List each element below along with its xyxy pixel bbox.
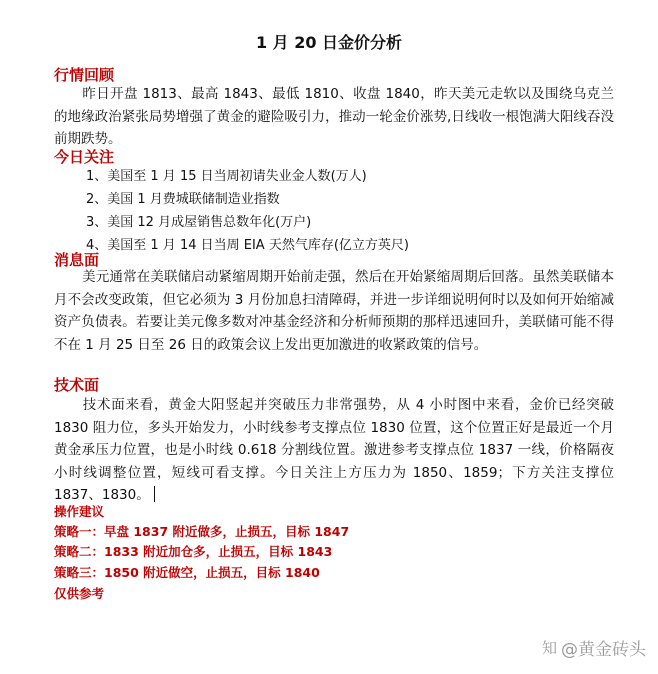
zhihu-logo-icon: 知	[541, 639, 557, 657]
section-heading-news: 消息面	[54, 251, 100, 269]
news-paragraph	[54, 266, 614, 356]
text-cursor	[154, 486, 156, 502]
review-text: 昨日开盘 1813、最高 1843、最低 1810、收盘 1840，昨天美元走软以及围绕乌克兰的地缘政治紧张局势增强了黄金的避险吸引力，推动一轮金价涨势,日线收一根饱满大阳线吞没前期跌势。	[54, 86, 614, 147]
strategy-item: 策略二：1833 附近加仓多，止损五，目标 1843	[54, 544, 333, 559]
disclaimer: 仅供参考	[54, 586, 105, 601]
section-heading-review: 行情回顾	[54, 66, 115, 84]
list-item: 1、美国至 1 月 15 日当周初请失业金人数(万人)	[86, 169, 367, 184]
list-item: 3、美国 12 月成屋销售总数年化(万户)	[86, 215, 312, 230]
strategy-item: 策略三：1850 附近做空，止损五，目标 1840	[54, 565, 320, 580]
section-heading-focus: 今日关注	[54, 148, 115, 166]
news-text: 美元通常在美联储启动紧缩周期开始前走强，然后在开始紧缩周期后回落。虽然美联储本月不会改变政策，但它必须为 3 月份加息扫清障碍，并进一步详细说明何时以及如何开始缩减资产负债表。若要让美元像多数对冲基金经济和分析师预期的那样迅速回升，美联储可能不得不在 1 月 25 日至 26 日的政策会议上发出更加激进的收紧政策的信号。	[54, 269, 614, 353]
focus-list	[86, 165, 409, 257]
list-item: 2、美国 1 月费城联储制造业指数	[86, 192, 280, 207]
technical-text: 技术面来看，黄金大阳竖起并突破压力非常强势，从 4 小时图中来看，金价已经突破 1830 阻力位，多头开始发力，小时线参考支撑点位 1830 位置，这个位置正好是最近一个月黄金承压力位置，也是小时线 0.618 分割线位置。激进参考支撑点位 1837 一线，价格隔夜小时线调整位置，短线可看支撑。今日关注上方压力为 1850、1859；下方关注支撑位 1837、1830。	[54, 397, 614, 503]
watermark-text: @黄金砖头	[561, 640, 646, 660]
strategy-item: 策略一：早盘 1837 附近做多，止损五，目标 1847	[54, 524, 350, 539]
advice-heading: 操作建议	[54, 504, 105, 519]
technical-paragraph[interactable]	[54, 394, 614, 507]
list-item: 4、美国至 1 月 14 日当周 EIA 天然气库存(亿立方英尺)	[86, 238, 409, 253]
watermark	[542, 635, 646, 660]
section-heading-technical: 技术面	[54, 376, 100, 394]
document-title: 1 月 20 日金价分析	[255, 33, 403, 52]
review-paragraph	[54, 83, 614, 151]
